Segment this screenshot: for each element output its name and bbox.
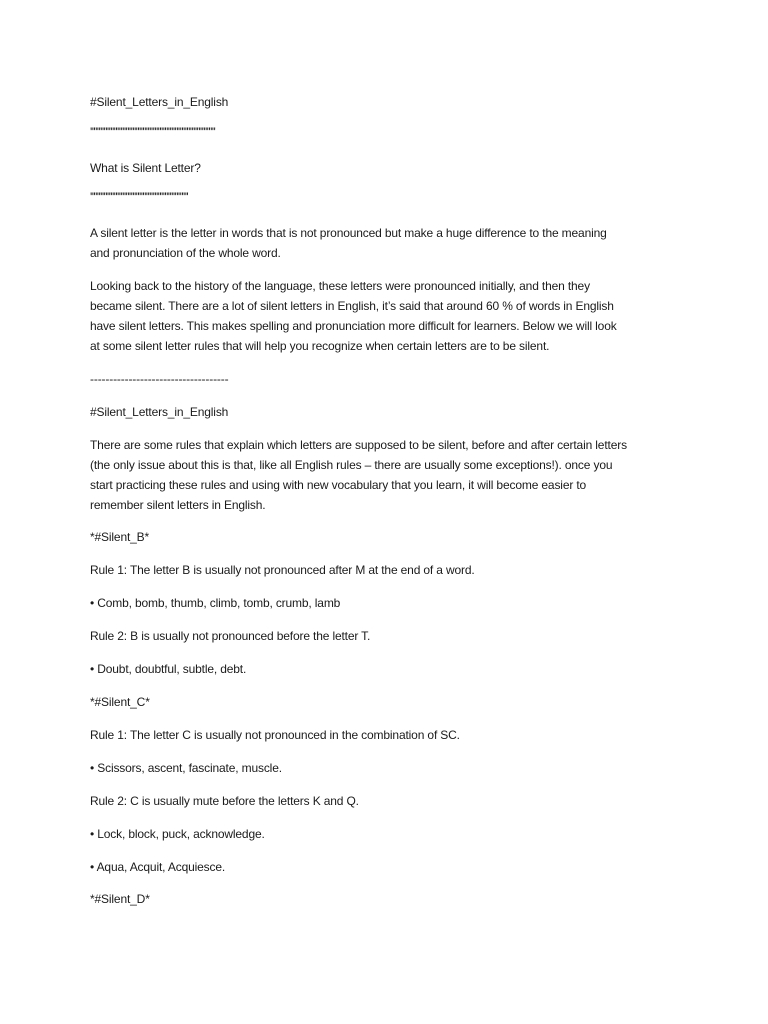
rules-intro-line: start practicing these rules and using with new vocabulary that you learn, it will become easier to: [90, 478, 587, 492]
rules-intro-line: remember silent letters in English.: [90, 498, 266, 512]
intro-line: and pronunciation of the whole word.: [90, 246, 281, 260]
silent-b-examples-1: • Comb, bomb, thumb, climb, tomb, crumb, lamb: [90, 596, 341, 610]
silent-c-examples-2: • Lock, block, puck, acknowledge.: [90, 827, 265, 841]
silent-c-rule-1: Rule 1: The letter C is usually not pronounced in the combination of SC.: [90, 728, 460, 742]
rules-intro-line: (the only issue about this is that, like all English rules – there are usually some exceptions!). once you: [90, 458, 613, 472]
silent-c-heading: *#Silent_C*: [90, 695, 150, 709]
silent-b-heading: *#Silent_B*: [90, 530, 150, 544]
history-line: have silent letters. This makes spelling and pronunciation more difficult for learners. Below we will look: [90, 319, 617, 333]
document-heading: #Silent_Letters_in_English: [90, 95, 229, 109]
silent-b-rule-2: Rule 2: B is usually not pronounced before the letter T.: [90, 629, 371, 643]
silent-c-rule-2: Rule 2: C is usually mute before the letters K and Q.: [90, 794, 359, 808]
tick-separator: '''''''''''''''''''''''''''''''''''''''''''''''''''''''''''''''''''''''''': [90, 125, 216, 139]
dash-divider: ------------------------------------: [90, 372, 229, 386]
silent-b-rule-1: Rule 1: The letter B is usually not pronounced after M at the end of a word.: [90, 563, 475, 577]
intro-line: A silent letter is the letter in words that is not pronounced but make a huge difference to the meaning: [90, 226, 607, 240]
history-line: at some silent letter rules that will help you recognize when certain letters are to be silent.: [90, 339, 550, 353]
history-line: became silent. There are a lot of silent letters in English, it’s said that around 60 % of words in English: [90, 299, 614, 313]
silent-c-examples-1: • Scissors, ascent, fascinate, muscle.: [90, 761, 282, 775]
section-heading: #Silent_Letters_in_English: [90, 405, 229, 419]
silent-b-examples-2: • Doubt, doubtful, subtle, debt.: [90, 662, 247, 676]
history-line: Looking back to the history of the language, these letters were pronounced initially, and then they: [90, 279, 590, 293]
question-heading: What is Silent Letter?: [90, 161, 201, 175]
silent-c-examples-3: • Aqua, Acquit, Acquiesce.: [90, 860, 226, 874]
silent-d-heading: *#Silent_D*: [90, 892, 150, 906]
tick-separator: '''''''''''''''''''''''''''''''''''''''''''''''''''''''''': [90, 190, 189, 204]
rules-intro-line: There are some rules that explain which letters are supposed to be silent, before and after certain letters: [90, 438, 627, 452]
